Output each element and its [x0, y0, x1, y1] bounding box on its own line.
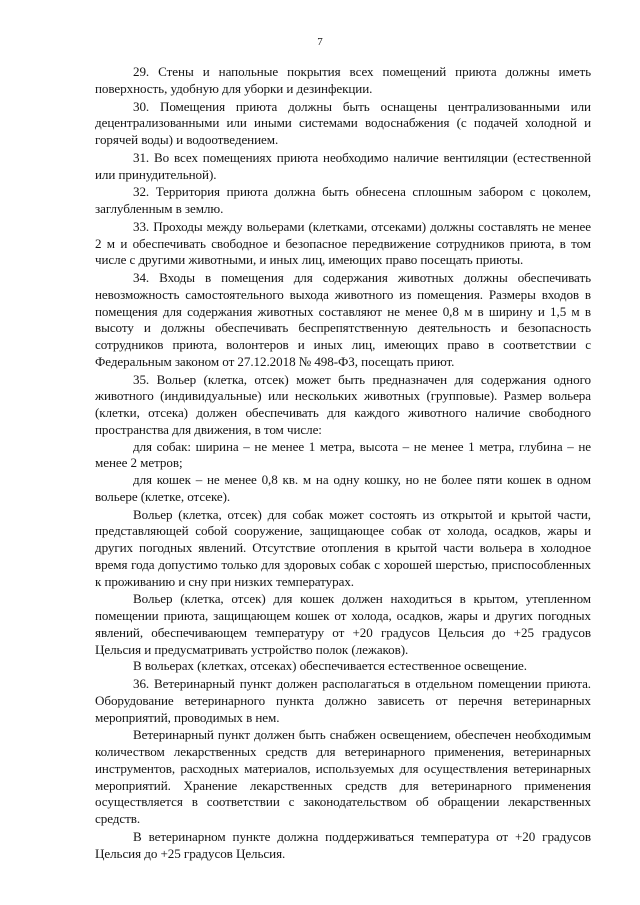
document-body [95, 64, 591, 862]
paragraph-cat-enclosure: Вольер (клетка, отсек) для кошек должен находиться в крытом, утепленном помещении приюта, защищающем кошек от холода, осадков, жары и других погодных явлений, обеспечивающем температуру от +20 градусов Цельсия до +25 градусов Цельсия и предусматривать устройство полок (лежаков). [95, 591, 591, 657]
paragraph-dog-enclosure: Вольер (клетка, отсек) для собак может состоять из открытой и крытой части, представляющей собой сооружение, защищающее собак от холода, осадков, жары и других погодных явлений. Отсутствие отопления в крытой части вольера в холодное время года допустимо только для здоровых собак с хорошей шерстью, приспособленных к проживанию и сну при низких температурах. [95, 506, 591, 589]
paragraph-30-water-supply: 30. Помещения приюта должны быть оснащены централизованными или децентрализованными или иными системами водоснабжения (с подачей холодной и горячей воды) и водоотведением. [95, 98, 591, 147]
paragraph-dogs-dimensions: для собак: ширина – не менее 1 метра, высота – не менее 1 метра, глубина – не менее 2 метров; [95, 438, 591, 471]
paragraph-vet-point-equipment: Ветеринарный пункт должен быть снабжен освещением, обеспечен необходимым количеством лекарственных средств для ветеринарного применения, ветеринарных инструментов, расходных материалов, используемых для осуществления ветеринарных мероприятий. Хранение лекарственных средств для ветеринарного применения осуществляется в соответствии с законодательством об обращении лекарственных средств. [95, 727, 591, 826]
page-number: 7 [317, 36, 323, 48]
paragraph-29-walls-floors: 29. Стены и напольные покрытия всех помещений приюта должны иметь поверхность, удобную для уборки и дезинфекции. [95, 64, 591, 96]
paragraph-32-fence: 32. Территория приюта должна быть обнесена сплошным забором с цоколем, заглубленным в землю. [95, 184, 591, 216]
paragraph-cats-dimensions: для кошек – не менее 0,8 кв. м на одну кошку, но не более пяти кошек в одном вольере (клетке, отсеке). [95, 472, 591, 504]
paragraph-34-entrances: 34. Входы в помещения для содержания животных должны обеспечивать невозможность самостоятельного выхода животного из помещения. Размеры входов в помещения для содержания животных составляют не менее 0,8 м в ширину и 1,5 м в высоту и должны обеспечивать беспрепятственную деятельность и безопасность сотрудников приюта, волонтеров и иных лиц, имеющих право в соответствии с Федеральным законом от 27.12.2018 № 498-ФЗ, посещать приют. [95, 270, 591, 369]
paragraph-31-ventilation: 31. Во всех помещениях приюта необходимо наличие вентиляции (естественной или принудительной). [95, 149, 591, 182]
paragraph-33-passages: 33. Проходы между вольерами (клетками, отсеками) должны составлять не менее 2 м и обеспечивать свободное и безопасное передвижение сотрудников приюта, в том числе с другими животными, и иных лиц, имеющих право посещать приюты. [95, 218, 591, 268]
paragraph-vet-point-temperature: В ветеринарном пункте должна поддерживаться температура от +20 градусов Цельсия до +25 градусов Цельсия. [95, 828, 591, 861]
paragraph-35-enclosures: 35. Вольер (клетка, отсек) может быть предназначен для содержания одного животного (индивидуальные) или нескольких животных (групповые). Размер вольера (клетки, отсека) должен обеспечивать для каждого животного наличие свободного пространства для движения, в том числе: [95, 371, 591, 437]
paragraph-36-vet-point: 36. Ветеринарный пункт должен располагаться в отдельном помещении приюта. Оборудование ветеринарного пункта должно зависеть от перечня ветеринарных мероприятий, проводимых в нем. [95, 676, 591, 725]
paragraph-natural-lighting: В вольерах (клетках, отсеках) обеспечивается естественное освещение. [133, 658, 527, 674]
